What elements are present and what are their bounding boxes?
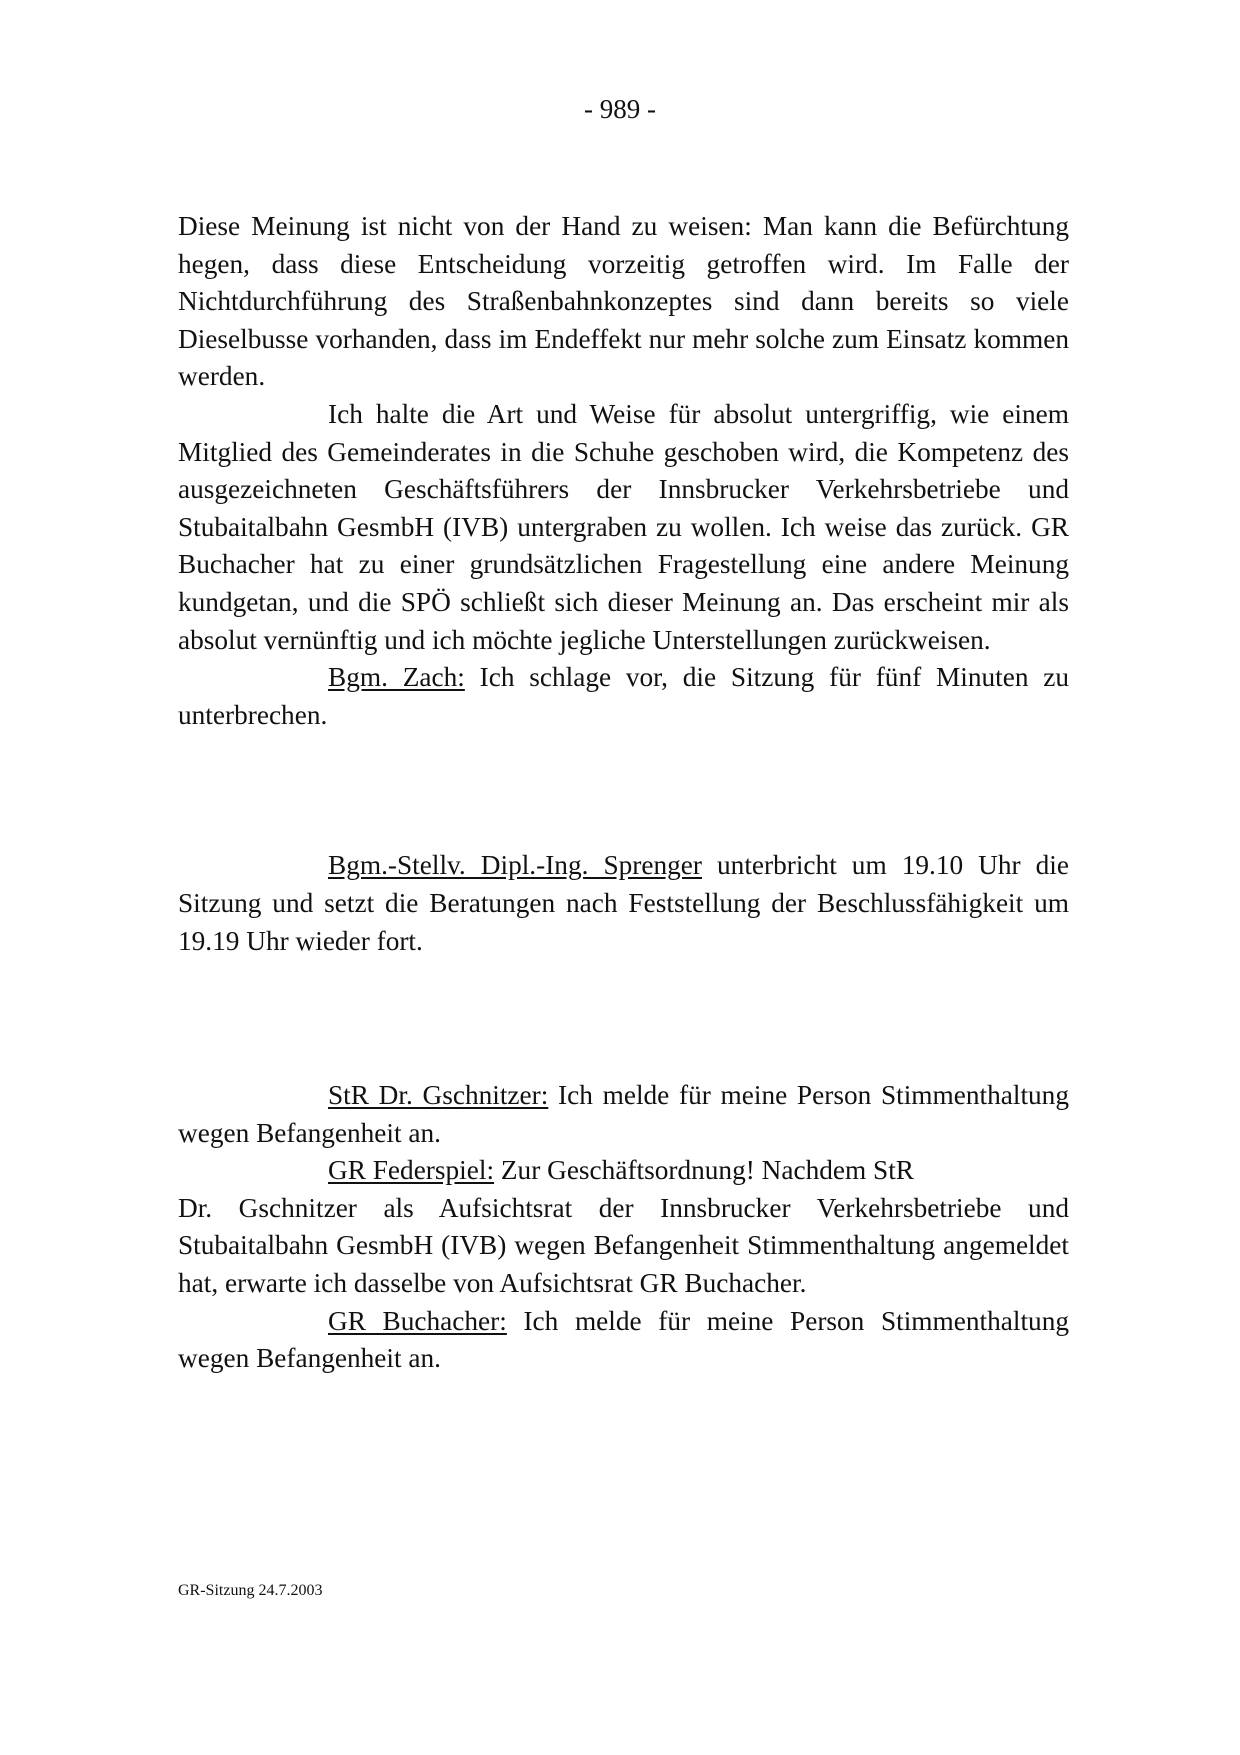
speech-text: unterbricht um 19.10 Uhr die Sitzung und setzt die Beratungen nach Feststellung der Beschlussfähigkeit um 19.19 Uhr wieder fort. [178, 850, 1069, 956]
speech-text: Ich melde für meine Person Stimmenthaltung wegen Befangenheit an. [178, 1305, 1069, 1374]
paragraph-6-first-line [178, 1152, 1069, 1190]
paragraph-2: Ich halte die Art und Weise für absolut untergriffig, wie einem Mitglied des Gemeinderates in die Schuhe geschoben wird, die Kompetenz des ausgezeichneten Geschäftsführers der Innsbrucker Verkehrsbetriebe und Stubaitalbahn GesmbH (IVB) untergraben zu wollen. Ich weise das zurück. GR Buchacher hat zu einer grundsätzlichen Fragestellung eine andere Meinung kundgetan, und die SPÖ schließt sich dieser Meinung an. Das erscheint mir als absolut vernünftig und ich möchte jegliche Unterstellungen zurückweisen. [178, 398, 1069, 655]
footer-session-date: GR-Sitzung 24.7.2003 [178, 1582, 323, 1599]
speech-text: Ich melde für meine Person Stimmenthaltung wegen Befangenheit an. [178, 1080, 1069, 1148]
speaker-name: GR Buchacher: [328, 1305, 507, 1336]
speaker-name: StR Dr. Gschnitzer: [328, 1080, 549, 1111]
speech-text: Ich schlage vor, die Sitzung für fünf Minuten zu unterbrechen. [178, 662, 1070, 730]
paragraph-5 [178, 1077, 1069, 1152]
speech-text: Zur Geschäftsordnung! Nachdem StR [494, 1155, 915, 1186]
page-number: - 989 - [584, 94, 656, 124]
spacer [178, 960, 1069, 1077]
paragraph-7 [178, 1303, 1069, 1378]
speaker-name: Bgm.-Stellv. Dipl.-Ing. Sprenger [328, 850, 702, 881]
speaker-name: GR Federspiel: [328, 1155, 495, 1186]
paragraph-4 [178, 847, 1069, 960]
spacer [178, 734, 1069, 847]
paragraph-1: Diese Meinung ist nicht von der Hand zu weisen: Man kann die Befürchtung hegen, dass diese Entscheidung vorzeitig getroffen wird. Im Falle der Nichtdurchführung des Straßenbahnkonzeptes sind dann bereits so viele Dieselbusse vorhanden, dass im Endeffekt nur mehr solche zum Einsatz kommen werden. [178, 211, 1069, 392]
paragraph-3 [178, 659, 1069, 734]
speaker-name: Bgm. Zach: [328, 662, 465, 693]
document-body [178, 208, 1069, 1378]
paragraph-6-continuation: Dr. Gschnitzer als Aufsichtsrat der Innsbrucker Verkehrsbetriebe und Stubaitalbahn GesmbH (IVB) wegen Befangenheit Stimmenthaltung angemeldet hat, erwarte ich dasselbe von Aufsichtsrat GR Buchacher. [178, 1192, 1069, 1299]
